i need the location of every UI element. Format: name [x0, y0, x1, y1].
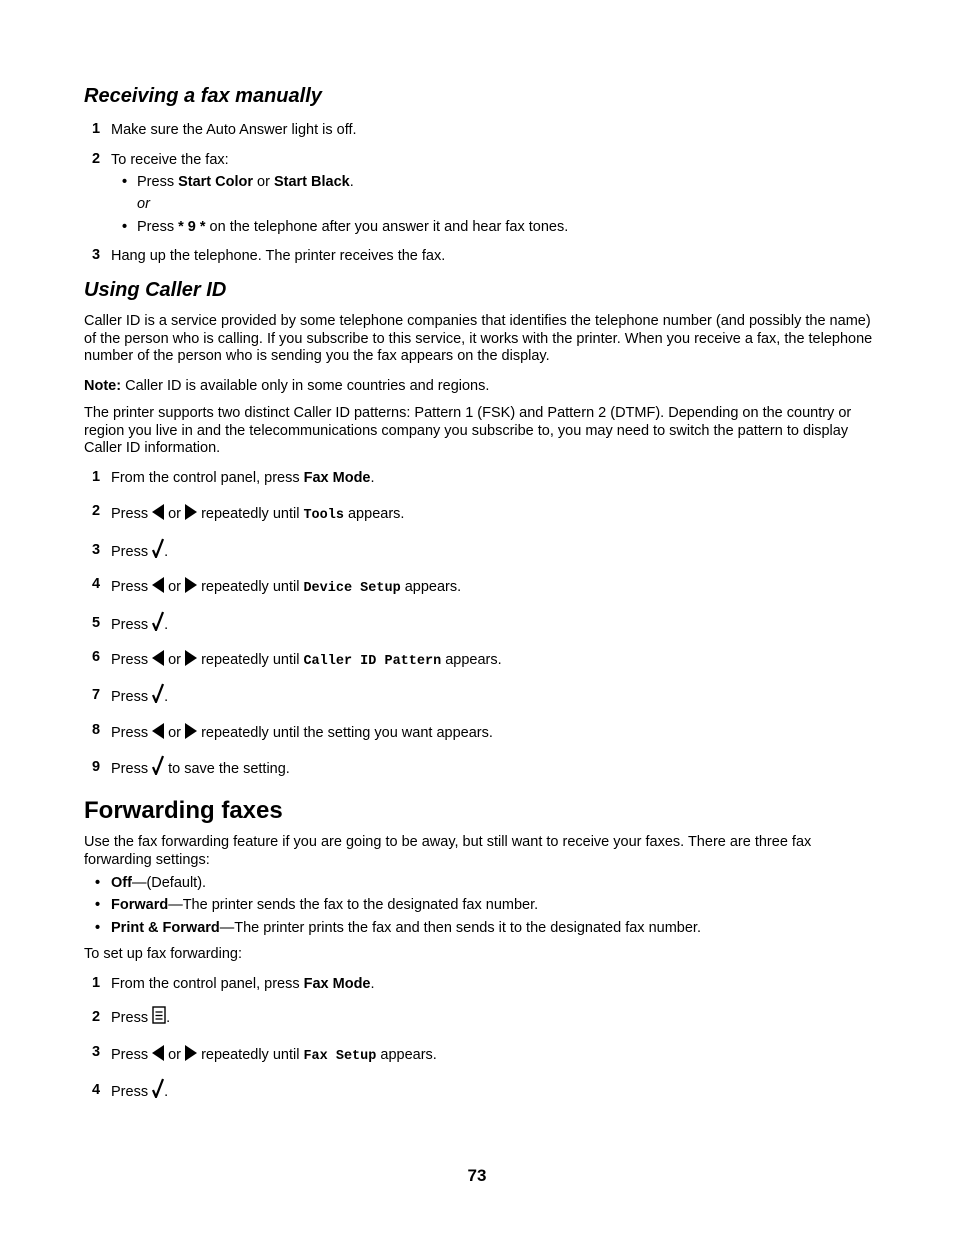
step-number: 8	[92, 722, 101, 738]
step-text: Make sure the Auto Answer light is off.	[111, 122, 357, 138]
right-arrow-icon	[185, 650, 197, 670]
step-text: Press or repeatedly until Device Setup appears.	[111, 579, 462, 596]
bullet: •	[122, 174, 128, 190]
paragraph: Use the fax forwarding feature if you are going to be away, but still want to receive your faxes. There are three fax forwarding settings:	[84, 834, 812, 868]
paragraph: The printer supports two distinct Caller ID patterns: Pattern 1 (FSK) and Pattern 2 (DTMF). Depending on the country or region you live in and the telecommunications company you subscribe to, you may need to switch the pattern to display Caller ID information.	[84, 405, 852, 456]
bullet: •	[95, 875, 101, 891]
step-number: 6	[92, 649, 101, 665]
step-number: 5	[92, 615, 101, 631]
section-heading-receiving: Receiving a fax manually	[84, 85, 322, 107]
checkmark-icon	[152, 611, 164, 635]
step-text: Press .	[111, 1006, 170, 1028]
checkmark-icon	[152, 755, 164, 779]
step-text: From the control panel, press Fax Mode.	[111, 470, 375, 486]
left-arrow-icon	[152, 504, 164, 524]
bullet: •	[122, 219, 128, 235]
step-text: Press or repeatedly until the setting you want appears.	[111, 725, 493, 741]
bullet: •	[95, 920, 101, 936]
step-number: 1	[92, 469, 101, 485]
page-number: 73	[467, 1166, 487, 1185]
checkmark-icon	[152, 683, 164, 707]
step-text: Hang up the telephone. The printer receives the fax.	[111, 248, 446, 264]
step-number: 1	[92, 121, 101, 137]
note: Note: Caller ID is available only in some countries and regions.	[84, 378, 490, 394]
step-text: From the control panel, press Fax Mode.	[111, 976, 375, 992]
checkmark-icon	[152, 1078, 164, 1102]
section-heading-forwarding: Forwarding faxes	[84, 797, 283, 824]
step-number: 9	[92, 759, 101, 775]
bullet-text: Off—(Default).	[111, 875, 207, 891]
bullet-text: Print & Forward—The printer prints the fax and then sends it to the designated fax number.	[111, 920, 701, 936]
left-arrow-icon	[152, 650, 164, 670]
step-text: To receive the fax:	[111, 152, 229, 168]
paragraph: Caller ID is a service provided by some telephone companies that identifies the telephone number (and possibly the name) of the person who is calling. If you subscribe to this service, it works with the printer. When you receive a fax, the telephone number of the person who is sending you the fax appears on the display.	[84, 313, 873, 364]
step-number: 2	[92, 503, 101, 519]
bullet-text: Forward—The printer sends the fax to the designated fax number.	[111, 897, 539, 913]
step-number: 3	[92, 1044, 101, 1060]
step-text: Press .	[111, 538, 168, 562]
right-arrow-icon	[185, 577, 197, 597]
section-heading-caller-id: Using Caller ID	[84, 279, 227, 301]
right-arrow-icon	[185, 1045, 197, 1065]
step-number: 4	[92, 576, 101, 592]
menu-icon	[152, 1006, 166, 1028]
step-number: 4	[92, 1082, 101, 1098]
step-number: 2	[92, 1009, 101, 1025]
step-number: 2	[92, 151, 101, 167]
intro-text: To set up fax forwarding:	[84, 946, 242, 962]
step-number: 3	[92, 247, 101, 263]
left-arrow-icon	[152, 577, 164, 597]
step-text: Press or repeatedly until Fax Setup appears.	[111, 1047, 437, 1064]
left-arrow-icon	[152, 1045, 164, 1065]
step-number: 3	[92, 542, 101, 558]
step-text: Press or repeatedly until Caller ID Pattern appears.	[111, 652, 502, 669]
step-number: 7	[92, 687, 101, 703]
step-text: Press .	[111, 1078, 168, 1102]
bullet: •	[95, 897, 101, 913]
step-text: Press or repeatedly until Tools appears.	[111, 506, 405, 523]
right-arrow-icon	[185, 504, 197, 524]
step-text: Press .	[111, 611, 168, 635]
step-text: Press to save the setting.	[111, 755, 290, 779]
checkmark-icon	[152, 538, 164, 562]
bullet-text: Press * 9 * on the telephone after you answer it and hear fax tones.	[137, 219, 569, 235]
right-arrow-icon	[185, 723, 197, 743]
step-text: Press .	[111, 683, 168, 707]
or-text: or	[137, 196, 150, 212]
step-number: 1	[92, 975, 101, 991]
left-arrow-icon	[152, 723, 164, 743]
bullet-text: Press Start Color or Start Black.	[137, 174, 354, 190]
